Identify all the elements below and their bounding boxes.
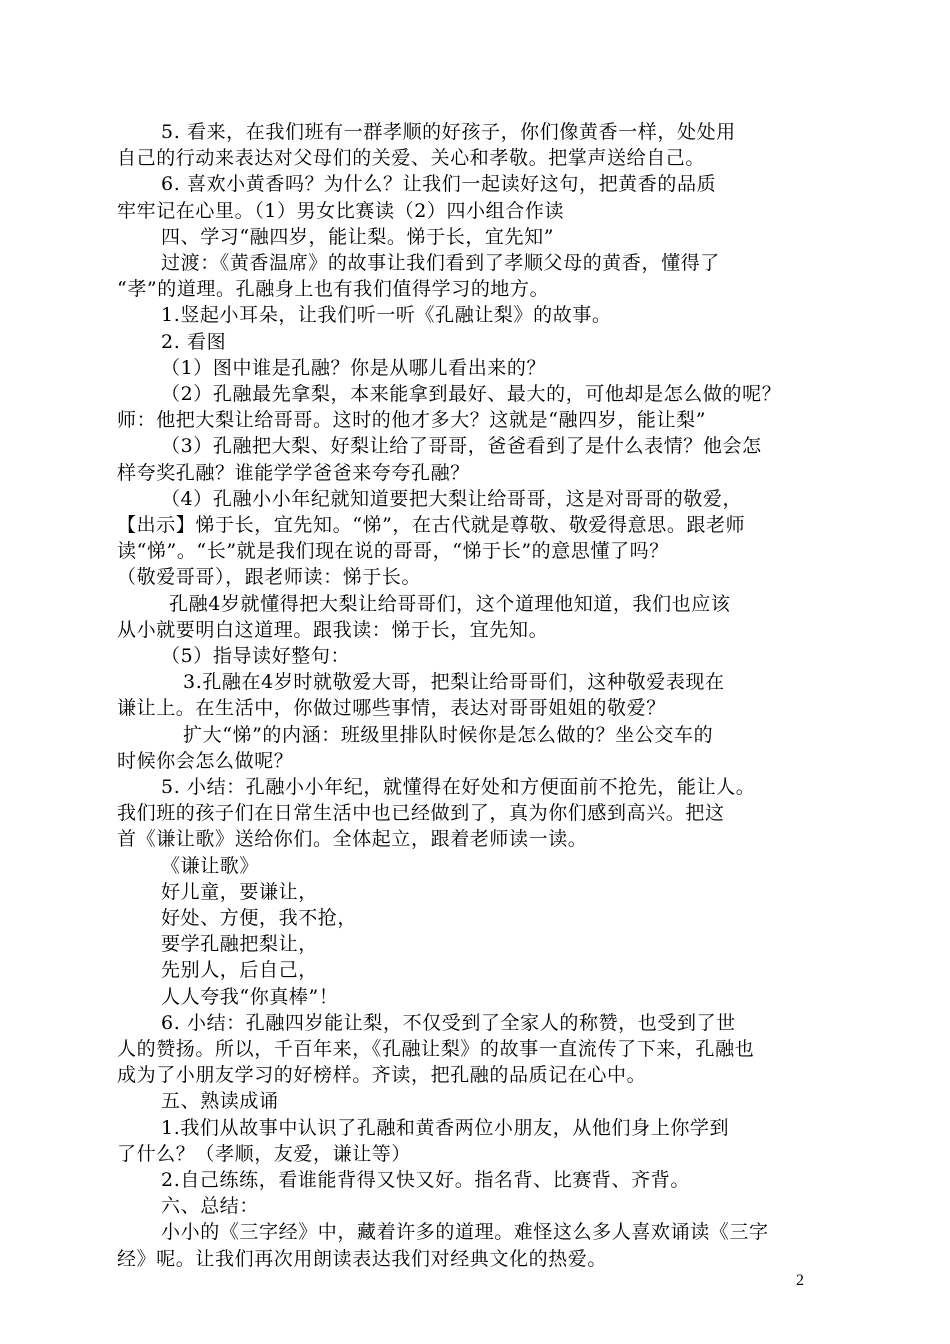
text-line: 孔融4岁就懂得把大梨让给哥哥们，这个道理他知道，我们也应该 xyxy=(169,592,731,615)
text-line: 了什么？（孝顺，友爱，谦让等） xyxy=(117,1142,412,1165)
text-line: 5. 小结：孔融小小年纪，就懂得在好处和方便面前不抢先，能让人。 xyxy=(161,776,756,798)
text-line: 我们班的孩子们在日常生活中也已经做到了，真为你们感到高兴。把这 xyxy=(117,802,725,825)
text-line: （4）孔融小小年纪就知道要把大梨让给哥哥，这是对哥哥的敬爱， xyxy=(161,487,743,510)
poem-line: 人人夸我“你真棒”！ xyxy=(161,985,339,1008)
text-line: 小小的《三字经》中，藏着许多的道理。难怪这么多人喜欢诵读《三字 xyxy=(161,1221,769,1244)
text-line: 读“悌”。“长”就是我们现在说的哥哥，“悌于长”的意思懂了吗？ xyxy=(117,540,669,563)
text-line: （1）图中谁是孔融？你是从哪儿看出来的？ xyxy=(161,356,547,379)
text-line: 首《谦让歌》送给你们。全体起立，跟着老师读一读。 xyxy=(117,828,588,851)
text-line: （3）孔融把大梨、好梨让给了哥哥，爸爸看到了是什么表情？他会怎 xyxy=(161,435,762,458)
text-line: 1.竖起小耳朵，让我们听一听《孔融让梨》的故事。 xyxy=(161,304,612,327)
text-line: 【出示】悌于长，宜先知。“悌”，在古代就是尊敬、敬爱得意思。跟老师 xyxy=(117,514,746,536)
poem-line: 好儿童，要谦让， xyxy=(161,880,318,903)
text-line: 5. 看来，在我们班有一群孝顺的好孩子，你们像黄香一样，处处用 xyxy=(161,121,736,143)
text-line: 时候你会怎么做呢？ xyxy=(117,749,294,772)
text-line: 过渡：《黄香温席》的故事让我们看到了孝顺父母的黄香，懂得了 xyxy=(161,252,720,274)
text-line: “孝”的道理。孔融身上也有我们值得学习的地方。 xyxy=(117,278,550,301)
poem-title: 《谦让歌》 xyxy=(161,854,260,877)
page-number: 2 xyxy=(796,1272,804,1289)
section-heading: 五、熟读成诵 xyxy=(161,1090,279,1113)
text-line: 2.自己练练，看谁能背得又快又好。指名背、比赛背、齐背。 xyxy=(161,1169,690,1191)
text-line: 谦让上。在生活中，你做过哪些事情，表达对哥哥姐姐的敬爱？ xyxy=(117,697,666,720)
text-line: 扩大“悌”的内涵：班级里排队时候你是怎么做的？坐公交车的 xyxy=(183,723,714,746)
text-line: 6. 喜欢小黄香吗？为什么？让我们一起读好这句，把黄香的品质 xyxy=(161,173,717,196)
text-line: 样夸奖孔融？谁能学学爸爸来夸夸孔融？ xyxy=(117,461,470,484)
poem-line: 好处、方便，我不抢， xyxy=(161,907,358,929)
text-line: 1.我们从故事中认识了孔融和黄香两位小朋友，从他们身上你学到 xyxy=(161,1116,730,1139)
text-line: 经》呢。让我们再次用朗读表达我们对经典文化的热爱。 xyxy=(117,1247,608,1270)
poem-line: 先别人，后自己， xyxy=(161,959,318,982)
text-line: （敬爱哥哥），跟老师读：悌于长。 xyxy=(117,566,422,589)
text-line: 2. 看图 xyxy=(161,330,227,353)
section-heading: 六、总结： xyxy=(161,1195,260,1218)
text-line: 牢牢记在心里。（1）男女比赛读（2）四小组合作读 xyxy=(117,199,565,222)
text-line: 从小就要明白这道理。跟我读：悌于长，宜先知。 xyxy=(117,618,549,641)
text-line: （5）指导读好整句： xyxy=(161,645,351,667)
text-line: 6. 小结：孔融四岁能让梨，不仅受到了全家人的称赞，也受到了世 xyxy=(161,1011,736,1034)
text-line: 人的赞扬。所以，千百年来，《孔融让梨》的故事一直流传了下来，孔融也 xyxy=(117,1038,755,1060)
text-line: 自己的行动来表达对父母们的关爱、关心和孝敬。把掌声送给自己。 xyxy=(117,147,706,170)
poem-line: 要学孔融把梨让， xyxy=(161,933,318,956)
section-heading: 四、学习“融四岁，能让梨。悌于长，宜先知” xyxy=(161,225,555,248)
text-line: 3.孔融在4岁时就敬爱大哥，把梨让给哥哥们，这种敬爱表现在 xyxy=(183,671,725,694)
text-line: 师：他把大梨让给哥哥。这时的他才多大？这就是“融四岁，能让梨” xyxy=(117,409,707,432)
text-line: 成为了小朋友学习的好榜样。齐读，把孔融的品质记在心中。 xyxy=(117,1064,647,1087)
text-line: （2）孔融最先拿梨，本来能拿到最好、最大的，可他却是怎么做的呢？ xyxy=(161,383,782,405)
